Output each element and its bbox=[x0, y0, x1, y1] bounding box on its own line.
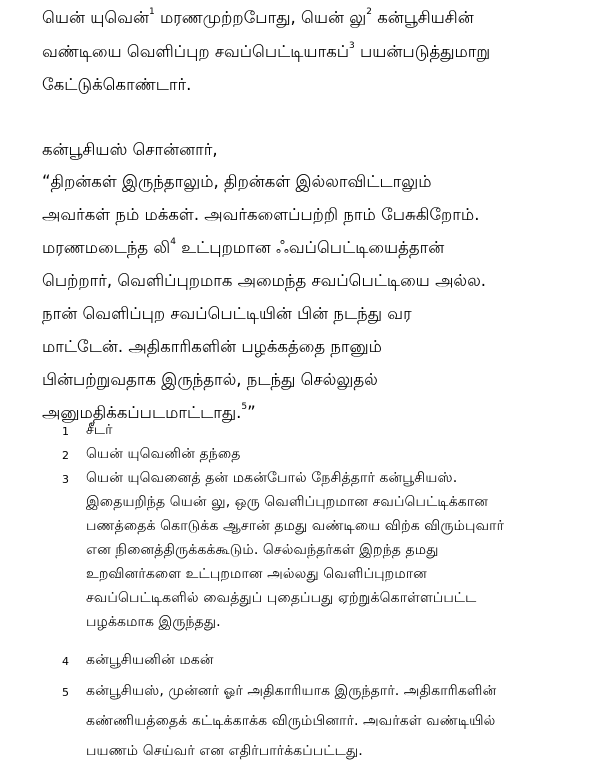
paragraph2-line1: கன்பூசியஸ் சொன்னார், bbox=[42, 140, 218, 159]
footnote-ref-4: 4 bbox=[170, 237, 176, 247]
text: யென் யுவென் bbox=[42, 8, 150, 27]
footnote-text: இதையறிந்த யென் லு, ஒரு வெளிப்புறமான சவப்பெட்டிக்கான bbox=[86, 494, 489, 510]
footnote-text: சவப்பெட்டிகளில் வைத்துப் புதைப்பது ஏற்றுக்கொள்ளப்பட்ட bbox=[86, 590, 477, 606]
footnote-number: 2 bbox=[62, 449, 69, 462]
footnote-number: 5 bbox=[62, 686, 69, 699]
paragraph2-line6: நான் வெளிப்புற சவப்பெட்டியின் பின் நடந்து வர bbox=[42, 304, 412, 323]
footnote-text: யென் யுவெனைத் தன் மகன்போல் நேசித்தார் கன்பூசியஸ். bbox=[86, 470, 458, 486]
text: உட்புறமான ஃவப்பெட்டியைத்தான் bbox=[175, 238, 445, 257]
footnote-text: கன்பூசியஸ், முன்னர் ஓர் அதிகாரியாக இருந்தார். அதிகாரிகளின் bbox=[86, 683, 497, 699]
footnote-ref-2: 2 bbox=[366, 7, 372, 17]
paragraph2-line2: “திறன்கள் இருந்தாலும், திறன்கள் இல்லாவிட்டாலும் bbox=[42, 172, 432, 191]
paragraph1-line1 bbox=[42, 8, 474, 28]
footnote-text: கண்ணியத்தைக் கட்டிக்காக்க விரும்பினார். அவர்கள் வண்டியில் bbox=[86, 713, 496, 729]
paragraph1-line2 bbox=[42, 42, 490, 62]
text: பயன்படுத்துமாறு bbox=[354, 42, 491, 61]
text: மரணமடைந்த லி bbox=[42, 238, 171, 257]
footnote-number: 1 bbox=[62, 425, 69, 438]
text: ” bbox=[247, 403, 256, 422]
footnote-number: 3 bbox=[62, 473, 69, 486]
paragraph2-line4 bbox=[42, 238, 444, 258]
text: கன்பூசியசின் bbox=[371, 8, 474, 27]
paragraph2-line5: பெற்றார், வெளிப்புறமாக அமைந்த சவப்பெட்டியை அல்ல. bbox=[42, 271, 487, 290]
text: அனுமதிக்கப்படமாட்டாது. bbox=[42, 403, 242, 422]
footnote-text: பயணம் செய்வர் என எதிர்பார்க்கப்பட்டது. bbox=[86, 743, 363, 759]
footnote-text: யென் யுவெனின் தந்தை bbox=[86, 446, 241, 462]
footnote-text: என நினைத்திருக்கக்கூடும். செல்வந்தர்கள் இறந்த தமது bbox=[86, 542, 439, 558]
paragraph2-line9 bbox=[42, 403, 256, 423]
footnote-ref-5: 5 bbox=[241, 402, 248, 412]
footnote-text: பணத்தைக் கொடுக்க ஆசான் தமது வண்டியை விற்க விரும்புவார் bbox=[86, 518, 504, 534]
paragraph2-line7: மாட்டேன். அதிகாரிகளின் பழக்கத்தை நானும் bbox=[42, 337, 382, 356]
footnote-ref-1: 1 bbox=[149, 7, 155, 17]
footnote-text: பழக்கமாக இருந்தது. bbox=[86, 614, 221, 630]
paragraph2-line8: பின்பற்றுவதாக இருந்தால், நடந்து செல்லுதல் bbox=[42, 370, 378, 389]
text: மரணமுற்றபோது, யென் லு bbox=[154, 8, 367, 27]
footnote-ref-3: 3 bbox=[349, 41, 355, 51]
footnote-text: கன்பூசியனின் மகன் bbox=[86, 652, 214, 668]
footnote-text: சீடர் bbox=[86, 422, 113, 438]
text: வண்டியை வெளிப்புற சவப்பெட்டியாகப் bbox=[42, 42, 350, 61]
footnote-text: உறவினர்களை உட்புறமான அல்லது வெளிப்புறமான bbox=[86, 566, 427, 582]
paragraph2-line3: அவர்கள் நம் மக்கள். அவர்களைப்பற்றி நாம் பேசுகிறோம். bbox=[42, 205, 480, 224]
paragraph1-line3: கேட்டுக்கொண்டார். bbox=[42, 75, 192, 94]
footnote-number: 4 bbox=[62, 655, 69, 668]
